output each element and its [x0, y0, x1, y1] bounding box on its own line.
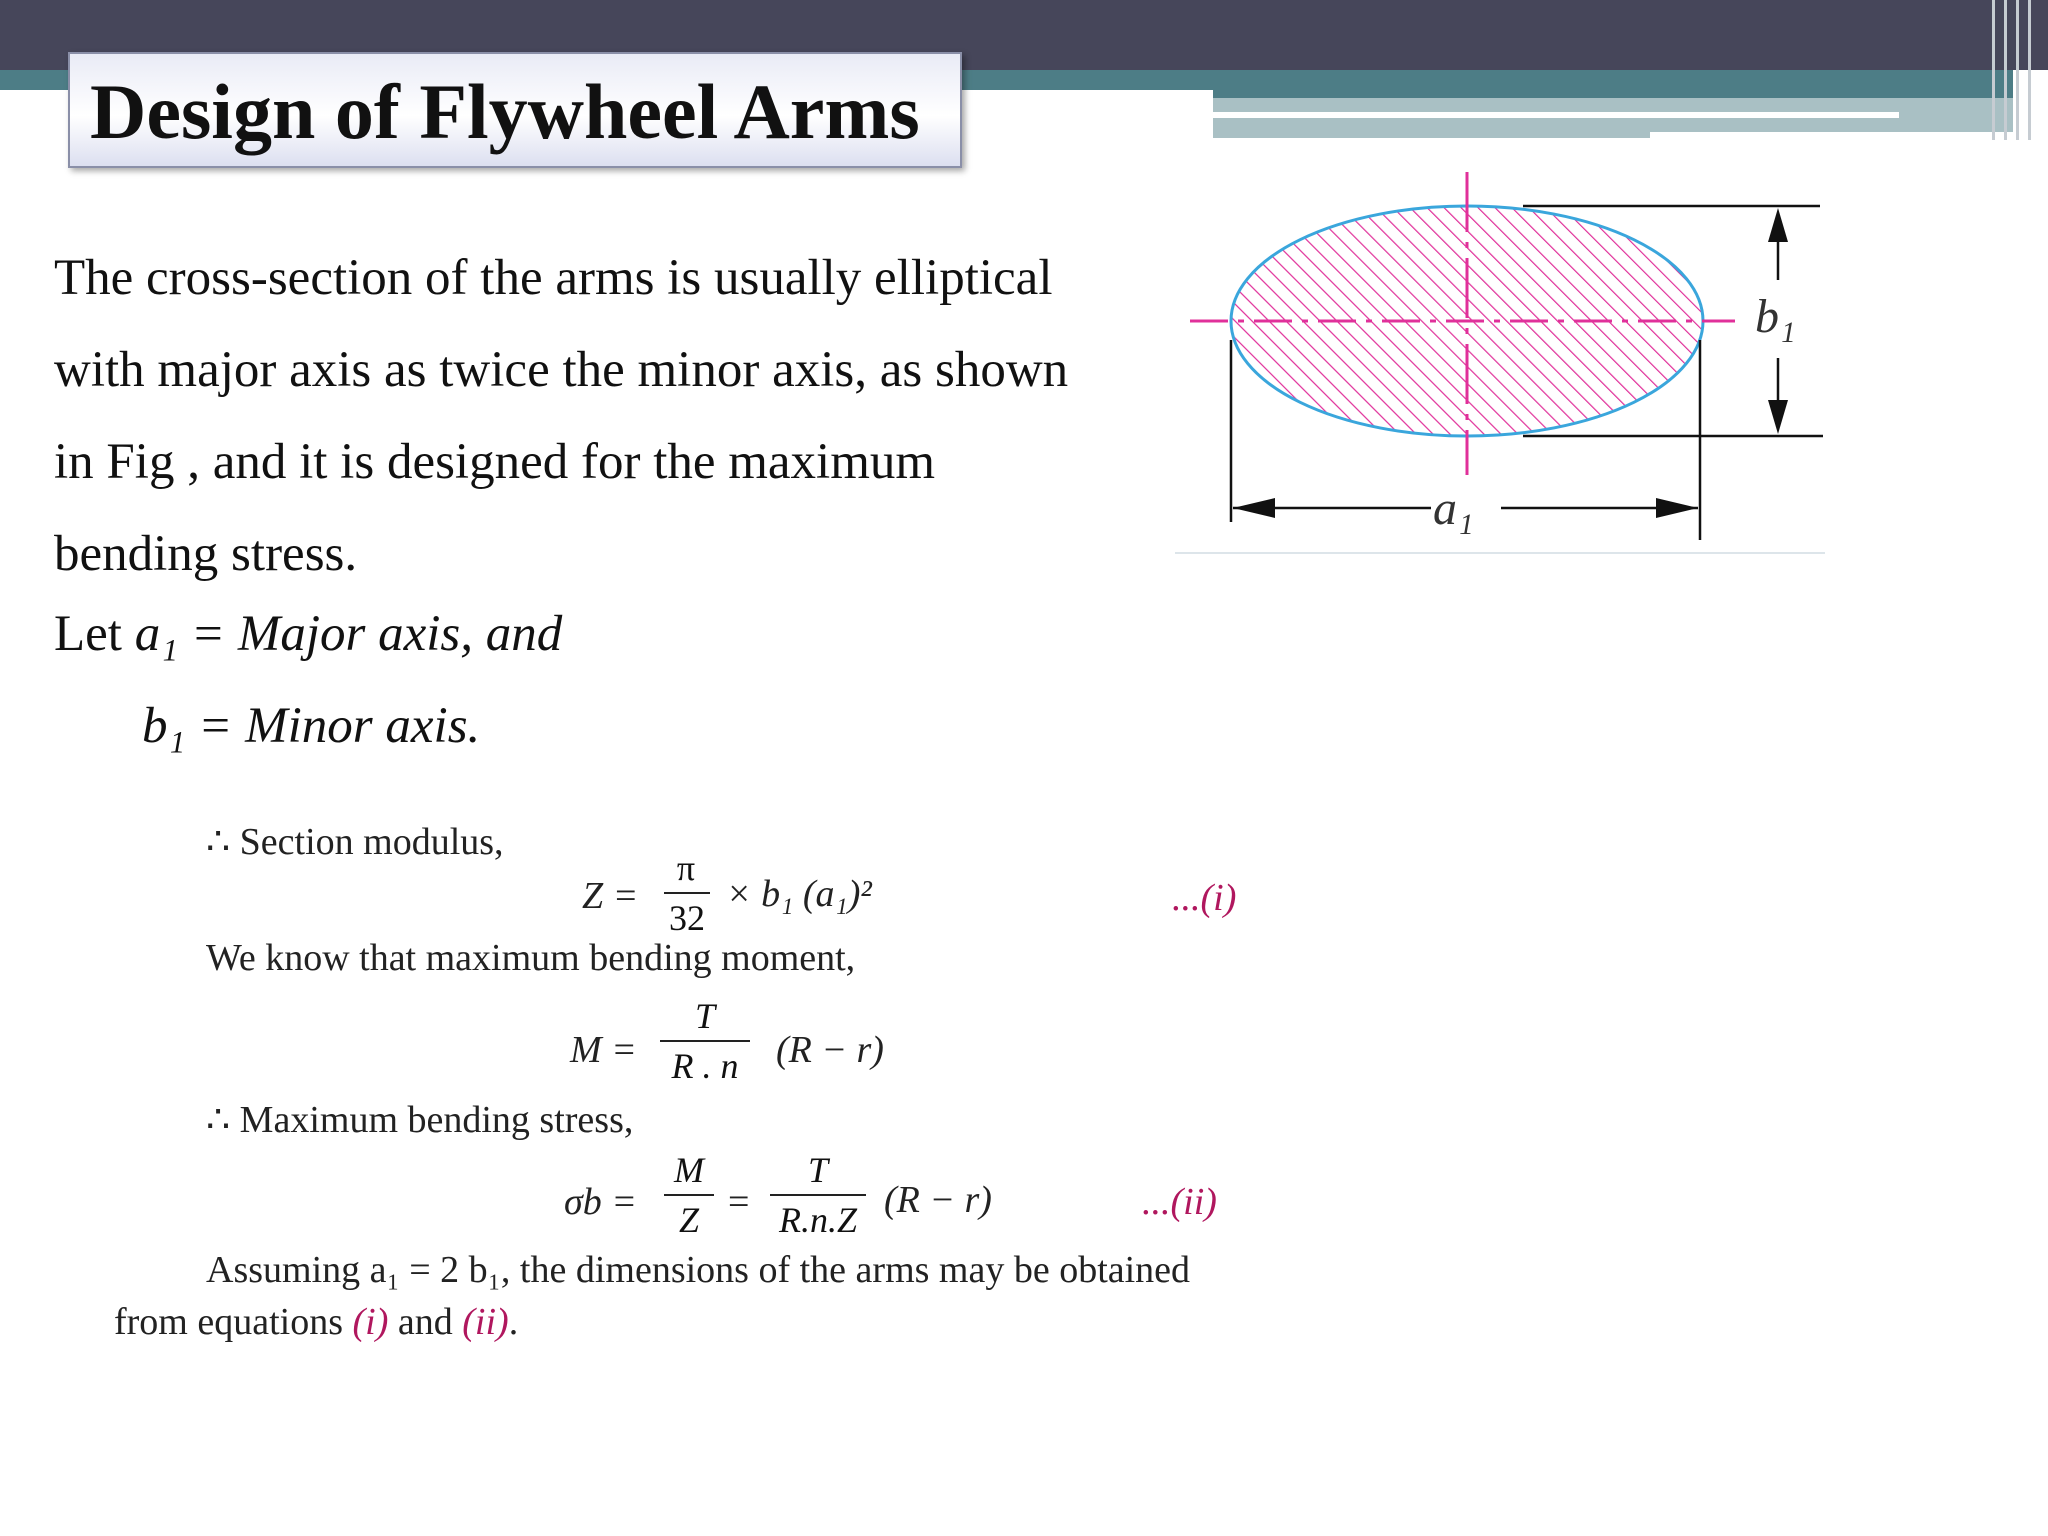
eq-moment-fraction-bar — [660, 1040, 750, 1042]
a1-arrow-right — [1656, 498, 1698, 518]
header-accent-band-right — [1213, 70, 2013, 98]
b1-arrow-up — [1768, 208, 1788, 242]
assumption-text: from equations — [114, 1301, 353, 1343]
slide-title: Design of Flywheel Arms — [90, 68, 920, 155]
definition-minor-axis — [142, 690, 480, 762]
symbol-b1: b₁ — [142, 698, 186, 754]
eq2-reference: ...(ii) — [1142, 1181, 1217, 1223]
eq2-denominator-2: R.n.Z — [778, 1200, 857, 1240]
ref-eq-i: (i) — [352, 1301, 389, 1343]
section-modulus-label: ∴ Section modulus, — [206, 821, 504, 863]
let-word: Let — [54, 606, 135, 662]
eq1-lhs: Z = — [582, 875, 639, 917]
eq2-denominator-1: Z — [678, 1200, 700, 1240]
paragraph-line: bending stress. — [54, 526, 358, 582]
a1-arrow-left — [1233, 498, 1275, 518]
header-stripe — [2016, 0, 2019, 140]
paragraph-line: The cross-section of the arms is usually elliptical — [54, 250, 1053, 306]
b1-arrow-down — [1768, 400, 1788, 434]
elliptical-cross-section-figure — [1175, 160, 1835, 560]
definition-major-axis — [54, 598, 562, 670]
eq-moment-numerator: T — [694, 996, 716, 1036]
symbol-a1: a₁ — [134, 606, 178, 662]
moment-label: We know that maximum bending moment, — [206, 937, 856, 979]
header-stripe — [2004, 0, 2007, 140]
eq-moment-rhs: (R − r) — [776, 1029, 884, 1071]
body-paragraph — [54, 232, 1144, 582]
eq-moment-lhs: M = — [570, 1029, 637, 1071]
paragraph-line: in Fig , and it is designed for the maximum — [54, 434, 936, 490]
assumption-period: . — [508, 1301, 519, 1343]
eq-moment-denominator: R . n — [671, 1046, 739, 1086]
a1-label: a₁ — [1433, 482, 1474, 535]
eq2-equals: = — [728, 1181, 750, 1223]
eq1-rhs: × b₁ (a₁)² — [726, 873, 872, 915]
header-stripe — [2028, 0, 2031, 140]
eq1-fraction-bar — [664, 892, 710, 894]
paragraph-line: with major axis as twice the minor axis, as shown — [54, 342, 1069, 398]
header-stripe — [1992, 0, 1995, 140]
eq2-fraction-bar-1 — [664, 1194, 714, 1196]
assumption-line-1: Assuming a₁ = 2 b₁, the dimensions of the arms may be obtained — [206, 1249, 1191, 1291]
title-box — [68, 52, 962, 168]
eq2-lhs: σb = — [564, 1181, 637, 1223]
major-axis-text: = Major axis, and — [177, 606, 563, 662]
assumption-and: and — [388, 1301, 463, 1343]
eq1-denominator: 32 — [669, 898, 705, 938]
ref-eq-ii: (ii) — [462, 1301, 509, 1343]
assumption-line-2 — [114, 1300, 518, 1344]
eq1-numerator: π — [676, 848, 696, 888]
minor-axis-text: = Minor axis. — [185, 698, 481, 754]
eq1-reference: ...(i) — [1172, 877, 1237, 919]
header-white-block — [1650, 132, 2013, 162]
eq2-numerator-2: T — [807, 1150, 829, 1190]
eq2-fraction-bar-2 — [770, 1194, 866, 1196]
b1-label: b₁ — [1755, 290, 1796, 343]
stress-label: ∴ Maximum bending stress, — [206, 1099, 634, 1141]
eq2-numerator-1: M — [674, 1150, 704, 1190]
header-divider-line — [1213, 112, 1899, 118]
eq2-rhs: (R − r) — [884, 1179, 992, 1221]
